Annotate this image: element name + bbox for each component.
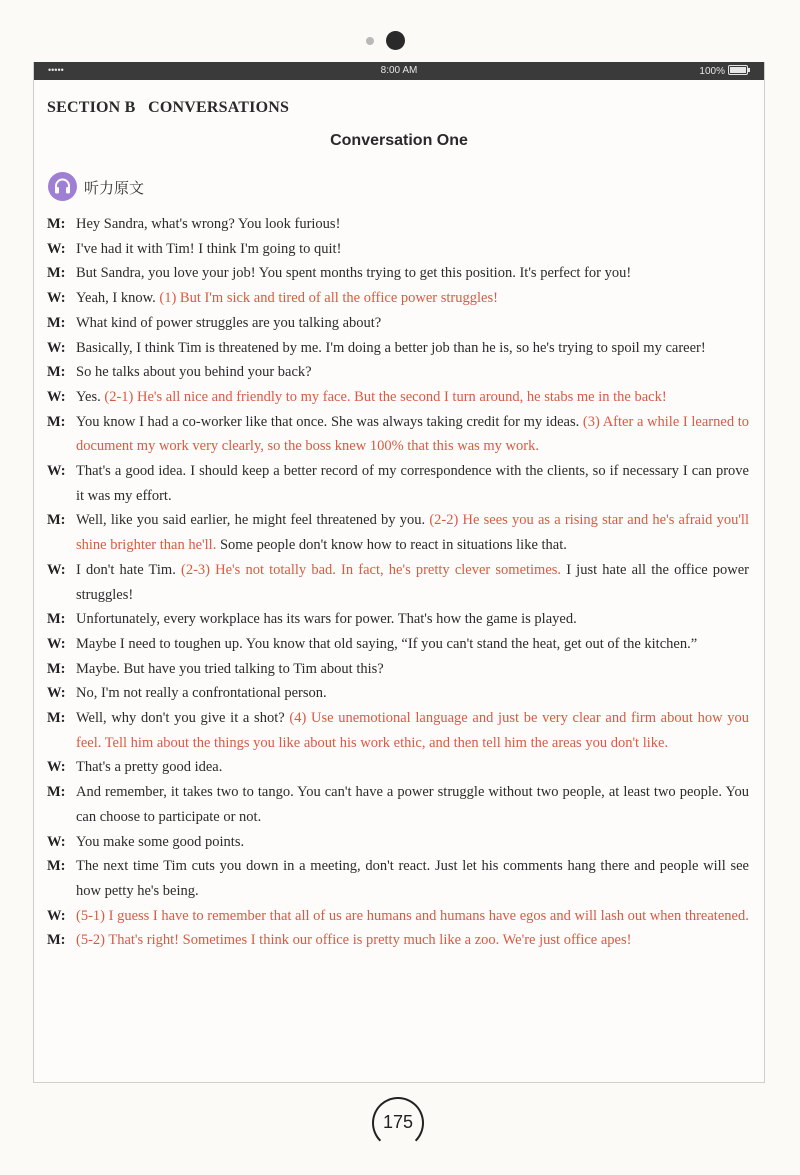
dialogue-line (47, 336, 749, 361)
dialogue-segment: I don't hate Tim. (76, 561, 181, 578)
dialogue-line (47, 681, 749, 706)
speaker-label: W: (47, 240, 66, 257)
dialogue-line (47, 311, 749, 336)
answer-highlight: (2-2) He sees you as a rising star and he's afraid you'll shine brighter than he'll. (76, 512, 749, 554)
speaker-label: W: (47, 388, 66, 405)
dialogue-line (47, 212, 749, 237)
answer-highlight: (2-1) He's all nice and friendly to my face. But the second I turn around, he stabs me in the back! (104, 388, 667, 405)
speaker-label: M: (47, 413, 66, 430)
signal-icon: ••••• (48, 65, 64, 75)
dialogue-segment: Yes. (76, 388, 105, 405)
speaker-label: W: (47, 907, 66, 924)
dialogue-line (47, 854, 749, 903)
dialogue-text (76, 261, 749, 286)
dialogue-line (47, 706, 749, 755)
dialogue-line (47, 286, 749, 311)
dialogue-line (47, 385, 749, 410)
dialogue-line (47, 928, 749, 953)
dialogue-segment: But Sandra, you love your job! You spent months trying to get this position. It's perfect for you! (76, 265, 632, 282)
dialogue-segment: I just hate all the office power struggles! (76, 561, 750, 603)
dialogue-segment: I've had it with Tim! I think I'm going to quit! (76, 240, 342, 257)
answer-highlight: (3) After a while I learned to document my work very clearly, so the boss knew 100% that this was my work. (76, 413, 750, 455)
device-screen (33, 62, 765, 1083)
dialogue-line (47, 904, 749, 929)
dialogue-segment: Yeah, I know. (76, 290, 160, 307)
dialogue-line (47, 780, 749, 829)
dialogue-segment: Maybe I need to toughen up. You know that old saying, “If you can't stand the heat, get out of the kitchen.” (76, 635, 698, 652)
dialogue-text (76, 780, 749, 829)
dialogue-segment: You know I had a co-worker like that once. She was always taking credit for my ideas. (76, 413, 583, 430)
dialogue-segment: Maybe. But have you tried talking to Tim about this? (76, 660, 384, 677)
dialogue-line (47, 261, 749, 286)
dialogue-segment: Basically, I think Tim is threatened by me. I'm doing a better job than he is, so he's trying to spoil my career! (76, 339, 706, 356)
dialogue-segment: So he talks about you behind your back? (76, 364, 312, 381)
dialogue-text (76, 286, 749, 311)
dialogue-segment: You make some good points. (76, 833, 245, 850)
dialogue-text (76, 237, 749, 262)
dialogue-text (76, 360, 749, 385)
dialogue-line (47, 459, 749, 508)
battery-indicator (699, 65, 748, 77)
dialogue-segment: Unfortunately, every workplace has its wars for power. That's how the game is played. (76, 611, 577, 628)
device-camera (0, 31, 800, 51)
dialogue-text (76, 904, 749, 929)
dialogue-text (76, 558, 749, 607)
dialogue-line (47, 508, 749, 557)
battery-percent: 100% (699, 66, 725, 77)
speaker-label: M: (47, 314, 66, 331)
speaker-label: W: (47, 759, 66, 776)
dialogue-line (47, 830, 749, 855)
dialogue-segment: Well, why don't you give it a shot? (76, 710, 290, 727)
dialogue-segment: No, I'm not really a confrontational person. (76, 685, 327, 702)
page-number: 175 (382, 1112, 414, 1132)
dialogue-text (76, 755, 749, 780)
dialogue-segment: The next time Tim cuts you down in a meeting, don't react. Just let his comments hang there and people will see how petty he's being. (76, 858, 749, 899)
headphones-icon (48, 172, 77, 201)
sensor-dot (366, 37, 374, 45)
dialogue-segment: And remember, it takes two to tango. You can't have a power struggle without two people, at least two people. You can choose to participate or not. (76, 784, 749, 825)
section-title: SECTION B CONVERSATIONS (47, 99, 290, 116)
status-time: 8:00 AM (380, 65, 418, 76)
dialogue-text (76, 681, 749, 706)
dialogue-text (76, 336, 749, 361)
answer-highlight: (1) But I'm sick and tired of all the office power struggles! (159, 290, 498, 307)
dialogue-segment: That's a pretty good idea. (76, 759, 223, 776)
page-number-badge (372, 1097, 424, 1149)
dialogue-text (76, 385, 749, 410)
dialogue-line (47, 237, 749, 262)
dialogue-line (47, 360, 749, 385)
dialogue-text (76, 830, 749, 855)
speaker-label: M: (47, 216, 66, 232)
dialogue-line (47, 755, 749, 780)
dialogue-segment: Hey Sandra, what's wrong? You look furious! (76, 216, 341, 232)
transcript (47, 212, 749, 953)
speaker-label: M: (47, 364, 66, 381)
speaker-label: W: (47, 561, 66, 578)
conversation-title: Conversation One (330, 132, 468, 149)
speaker-label: W: (47, 833, 66, 850)
battery-icon (728, 65, 748, 75)
dialogue-line (47, 410, 749, 459)
speaker-label: M: (47, 858, 66, 875)
speaker-label: M: (47, 710, 66, 727)
answer-highlight: (4) Use unemotional language and just be very clear and firm about how you feel. Tell him about the things you like about his work ethic, and then tell him the areas you don't like. (76, 710, 749, 751)
dialogue-line (47, 607, 749, 632)
speaker-label: M: (47, 512, 66, 529)
camera-lens (386, 31, 405, 50)
dialogue-text (76, 212, 749, 237)
speaker-label: W: (47, 685, 66, 702)
answer-highlight: (5-2) That's right! Sometimes I think our office is pretty much like a zoo. We're just office apes! (76, 932, 632, 949)
speaker-label: M: (47, 611, 66, 628)
speaker-label: M: (47, 660, 66, 677)
answer-highlight: (5-1) I guess I have to remember that all of us are humans and humans have egos and will lash out when threatened. (76, 907, 749, 924)
speaker-label: M: (47, 932, 66, 949)
dialogue-line (47, 558, 749, 607)
speaker-label: M: (47, 784, 66, 801)
dialogue-text (76, 854, 749, 903)
dialogue-text (76, 508, 749, 557)
status-bar (34, 62, 764, 80)
speaker-label: M: (47, 265, 66, 282)
speaker-label: W: (47, 635, 66, 652)
dialogue-text (76, 657, 749, 682)
dialogue-text (76, 311, 749, 336)
dialogue-line (47, 657, 749, 682)
dialogue-segment: Some people don't know how to react in situations like that. (216, 537, 567, 554)
dialogue-text (76, 928, 749, 953)
dialogue-text (76, 607, 749, 632)
dialogue-text (76, 410, 749, 459)
dialogue-segment: What kind of power struggles are you talking about? (76, 314, 382, 331)
answer-highlight: (2-3) He's not totally bad. In fact, he's pretty clever sometimes. (181, 561, 562, 578)
dialogue-text (76, 632, 749, 657)
dialogue-segment: That's a good idea. I should keep a better record of my correspondence with the clients, so if necessary I can prove it was my effort. (76, 463, 749, 504)
dialogue-line (47, 632, 749, 657)
speaker-label: W: (47, 463, 66, 480)
dialogue-segment: Well, like you said earlier, he might feel threatened by you. (76, 512, 430, 529)
dialogue-text (76, 459, 749, 508)
dialogue-text (76, 706, 749, 755)
speaker-label: W: (47, 290, 66, 307)
speaker-label: W: (47, 339, 66, 356)
transcript-label: 听力原文 (84, 179, 145, 197)
